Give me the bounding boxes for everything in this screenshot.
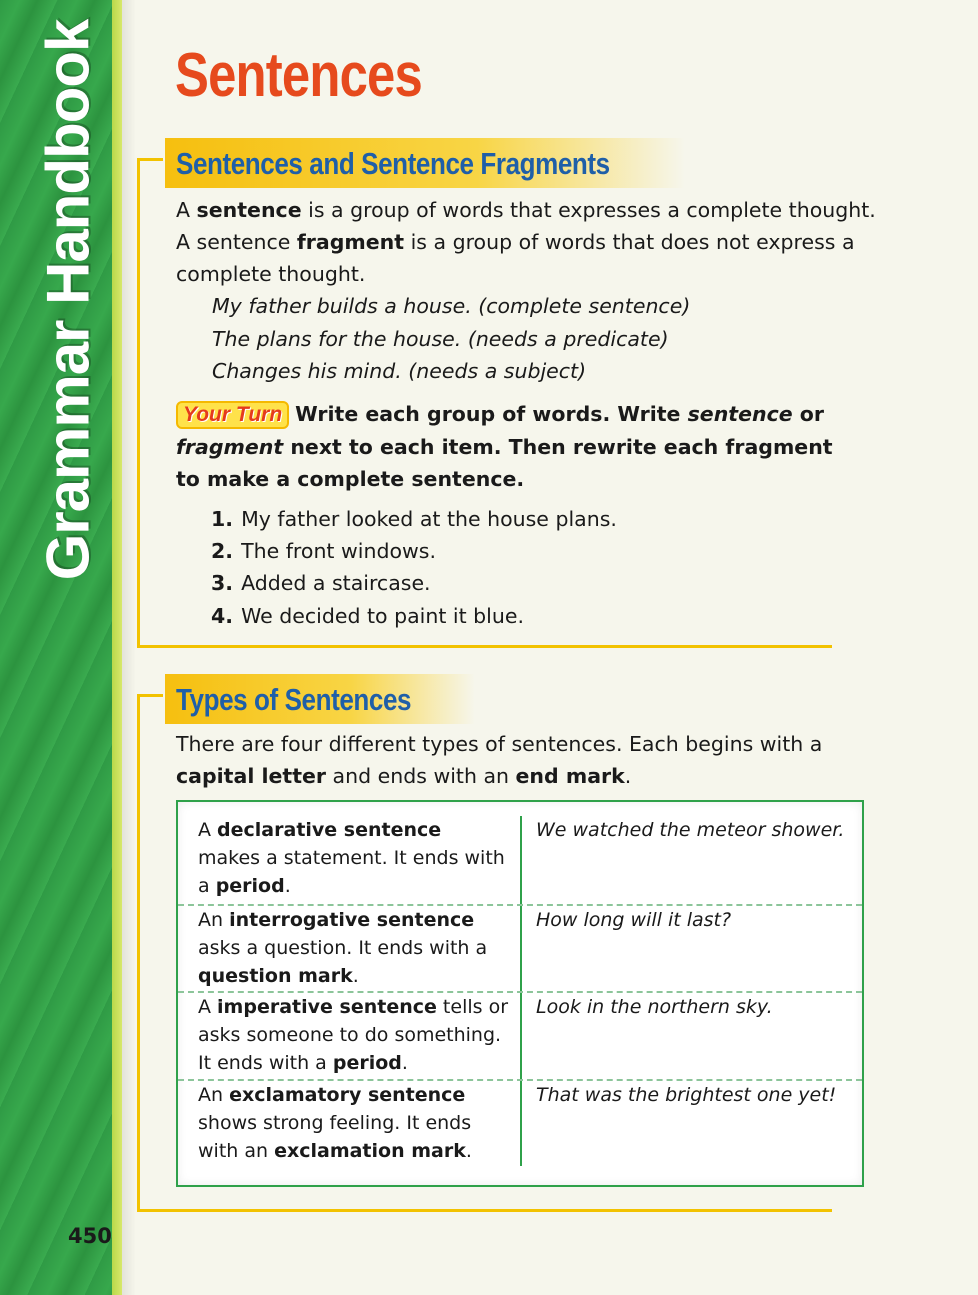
table-cell-description: A declarative sentence makes a statement. It ends with a period. [198, 819, 505, 897]
section2-heading: Types of Sentences [176, 682, 412, 717]
table-cell-example: Look in the northern sky. [536, 996, 773, 1018]
section2-intro: There are four different types of sentences. Each begins with a capital letter and ends with an end mark. [176, 732, 823, 788]
table-row [178, 1081, 862, 1181]
page-title: Sentences [175, 41, 422, 110]
exercise-list [211, 503, 617, 632]
table-row [178, 802, 862, 906]
your-turn-badge: Your Turn [176, 401, 289, 429]
table-cell-description: An interrogative sentence asks a question. It ends with a question mark. [198, 909, 488, 987]
sentence-types-table [176, 800, 864, 1187]
table-cell-example: How long will it last? [536, 909, 732, 931]
section1-definition: A sentence is a group of words that expresses a complete thought. A sentence fragment is a group of words that does not express a complete thought. [176, 198, 876, 286]
example-line: My father builds a house. (complete sentence) [212, 294, 691, 318]
list-item: 1. My father looked at the house plans. [211, 507, 617, 531]
list-item: 4. We decided to paint it blue. [211, 603, 524, 628]
table-cell-example: That was the brightest one yet! [536, 1084, 837, 1106]
example-line: The plans for the house. (needs a predicate) [212, 326, 669, 351]
page-number: 450 [68, 1224, 112, 1248]
examples-list [212, 290, 690, 388]
section1-heading-band [165, 138, 685, 188]
table-row [178, 904, 862, 993]
table-cell-description: An exclamatory sentence shows strong feeling. It ends with an exclamation mark. [198, 1084, 472, 1162]
section2-heading-band [165, 674, 475, 724]
list-item: 2. The front windows. [211, 539, 436, 564]
section2-frame-tick [137, 694, 163, 697]
sidebar-title: Grammar Handbook [34, 19, 102, 581]
section1-frame-tick [137, 158, 163, 161]
sidebar-stripe [112, 0, 122, 1295]
sidebar-shadow [122, 0, 136, 1295]
table-row [178, 993, 862, 1081]
example-line: Changes his mind. (needs a subject) [212, 359, 587, 383]
your-turn-instructions: Your Turn Write each group of words. Write sentence or fragment next to each item. Then rewrite each fragment to make a complete sentence. [176, 402, 833, 491]
section1-heading: Sentences and Sentence Fragments [176, 146, 610, 181]
list-item: 3. Added a staircase. [211, 571, 431, 596]
term-fragment: fragment [296, 230, 405, 254]
term-sentence: sentence [196, 198, 302, 222]
table-cell-description: A imperative sentence tells or asks someone to do something. It ends with a period. [198, 996, 509, 1074]
table-cell-example: We watched the meteor shower. [536, 819, 845, 841]
